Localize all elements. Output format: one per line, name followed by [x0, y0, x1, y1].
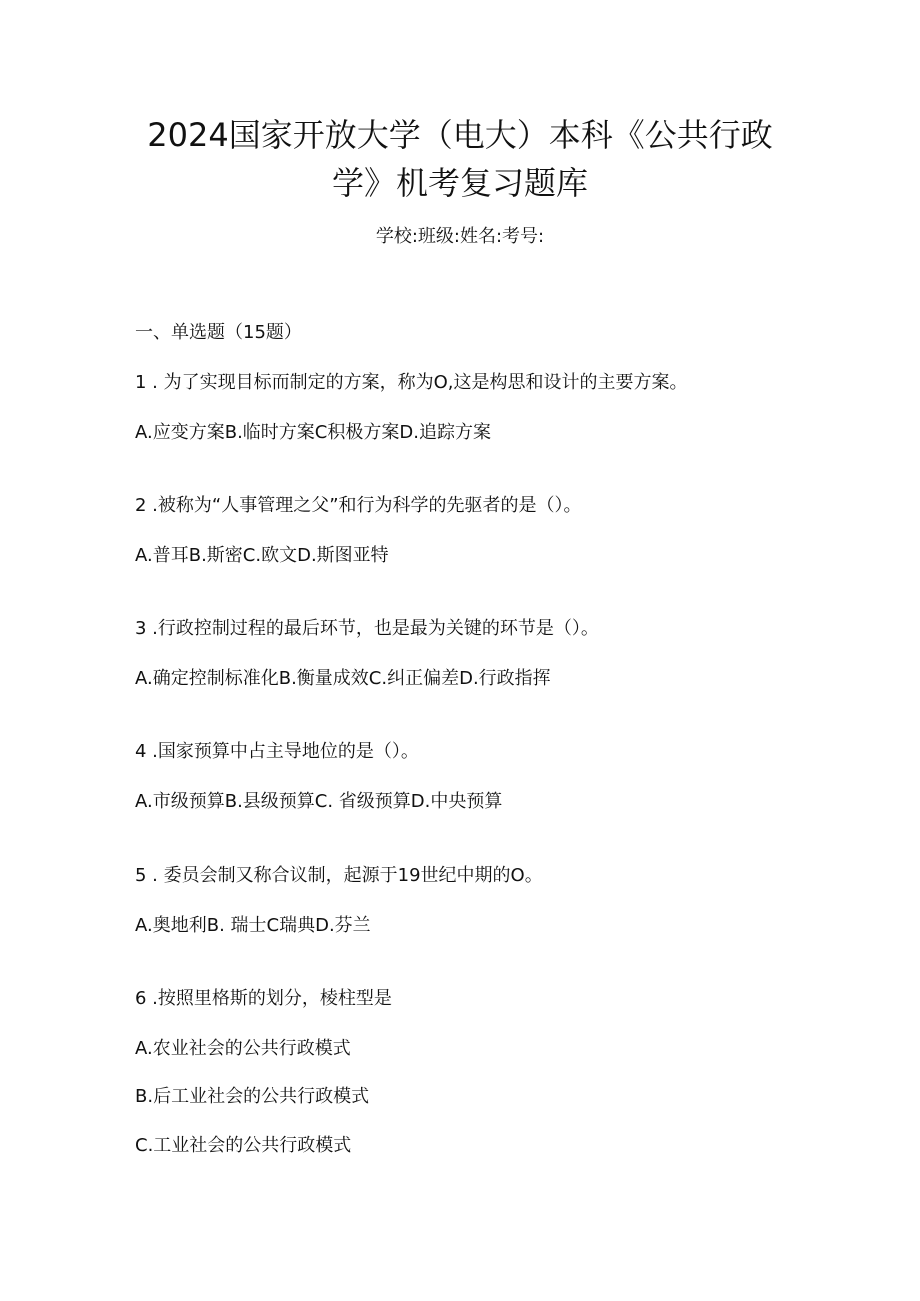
document-title-line-1: 2024国家开放大学（电大）本科《公共行政	[147, 116, 773, 154]
question-5-options: A.奥地利B. 瑞士C瑞典D.芬兰	[135, 915, 371, 936]
question-6-option-a: A.农业社会的公共行政模式	[135, 1038, 351, 1059]
question-3-options: A.确定控制标准化B.衡量成效C.纠正偏差D.行政指挥	[135, 668, 551, 689]
question-4: 4 .国家预算中占主导地位的是（）。	[135, 741, 419, 762]
question-1-options: A.应变方案B.临时方案C积极方案D.追踪方案	[135, 422, 491, 443]
question-6-option-c: C.工业社会的公共行政模式	[135, 1135, 352, 1156]
question-1: 1 . 为了实现目标而制定的方案，称为O,这是构思和设计的主要方案。	[135, 372, 688, 393]
question-2-options: A.普耳B.斯密C.欧文D.斯图亚特	[135, 545, 389, 566]
student-info-line: 学校:班级:姓名:考号:	[375, 226, 545, 247]
question-4-options: A.市级预算B.县级预算C. 省级预算D.中央预算	[135, 791, 503, 812]
question-5: 5 . 委员会制又称合议制，起源于19世纪中期的O。	[135, 865, 543, 886]
document-title-line-2: 学》机考复习题库	[331, 164, 588, 202]
section-heading: 一、单选题（15题）	[135, 322, 302, 343]
question-2: 2 .被称为“人事管理之父”和行为科学的先驱者的是（）。	[135, 495, 582, 516]
question-3: 3 .行政控制过程的最后环节，也是最为关键的环节是（）。	[135, 618, 599, 639]
question-6: 6 .按照里格斯的划分，棱柱型是	[135, 988, 392, 1009]
question-6-option-b: B.后工业社会的公共行政模式	[135, 1086, 370, 1107]
